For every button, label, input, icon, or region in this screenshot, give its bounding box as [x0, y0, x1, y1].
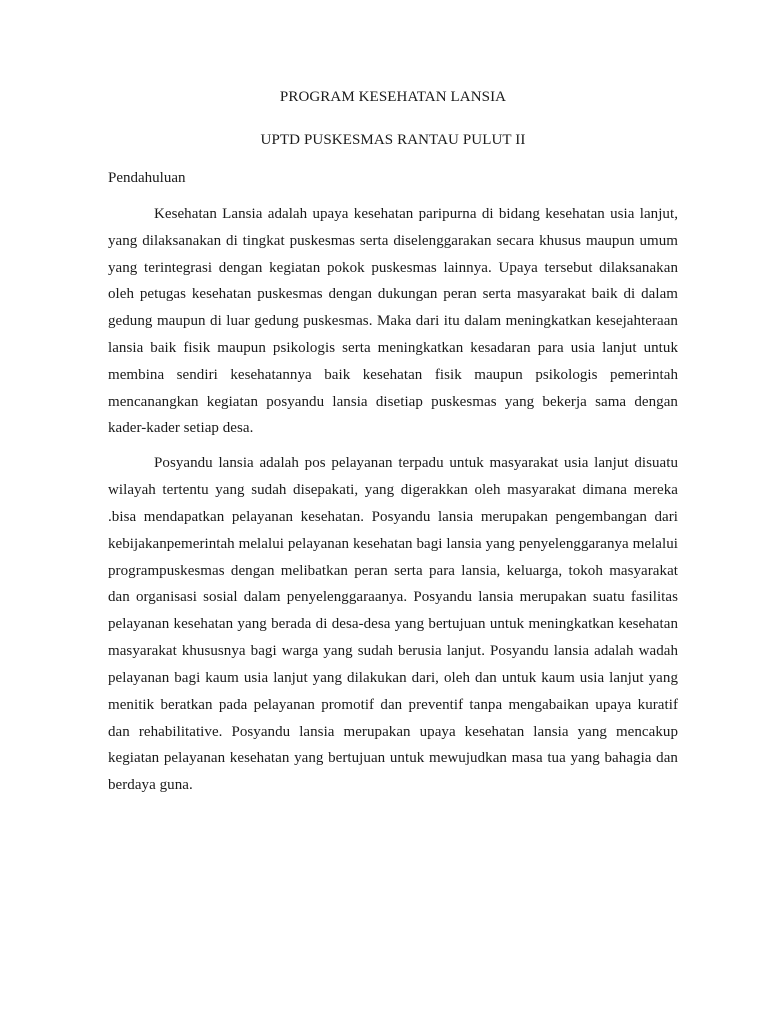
document-page: [108, 84, 678, 799]
section-heading: Pendahuluan: [108, 170, 186, 186]
paragraph: Kesehatan Lansia adalah upaya kesehatan paripurna di bidang kesehatan usia lanjut, yang dilaksanakan di tingkat puskesmas serta diselenggarakan secara khusus maupun umum yang terintegrasi dengan kegiatan pokok puskesmas lainnya. Upaya tersebut dilaksanakan oleh petugas kesehatan puskesmas dengan dukungan peran serta masyarakat baik di dalam gedung maupun di luar gedung puskesmas. Maka dari itu dalam meningkatkan kesejahteraan lansia baik fisik maupun psikologis serta meningkatkan kesadaran para usia lanjut untuk membina sendiri kesehatannya baik kesehatan fisik maupun psikologis pemerintah mencanangkan kegiatan posyandu lansia disetiap puskesmas yang bekerja sama dengan kader-kader setiap desa.: [108, 206, 678, 437]
paragraph: Posyandu lansia adalah pos pelayanan terpadu untuk masyarakat usia lanjut disuatu wilayah tertentu yang sudah disepakati, yang digerakkan oleh masyarakat dimana mereka .bisa mendapatkan pelayanan kesehatan. Posyandu lansia merupakan pengembangan dari kebijakanpemerintah melalui pelayanan kesehatan bagi lansia yang penyelenggaranya melalui programpuskesmas dengan melibatkan peran serta para lansia, keluarga, tokoh masyarakat dan organisasi sosial dalam penyelenggaraanya. Posyandu lansia merupakan suatu fasilitas pelayanan kesehatan yang berada di desa-desa yang bertujuan untuk meningkatkan kesehatan masyarakat khususnya bagi warga yang sudah berusia lanjut. Posyandu lansia adalah wadah pelayanan bagi kaum usia lanjut yang dilakukan dari, oleh dan untuk kaum usia lanjut yang menitik beratkan pada pelayanan promotif dan preventif tanpa mengabaikan upaya kuratif dan rehabilitative. Posyandu lansia merupakan upaya kesehatan lansia yang mencakup kegiatan pelayanan kesehatan yang bertujuan untuk mewujudkan masa tua yang bahagia dan berdaya guna.: [108, 455, 678, 794]
document-subtitle: UPTD PUSKESMAS RANTAU PULUT II: [260, 132, 526, 148]
document-title: PROGRAM KESEHATAN LANSIA: [279, 89, 507, 105]
